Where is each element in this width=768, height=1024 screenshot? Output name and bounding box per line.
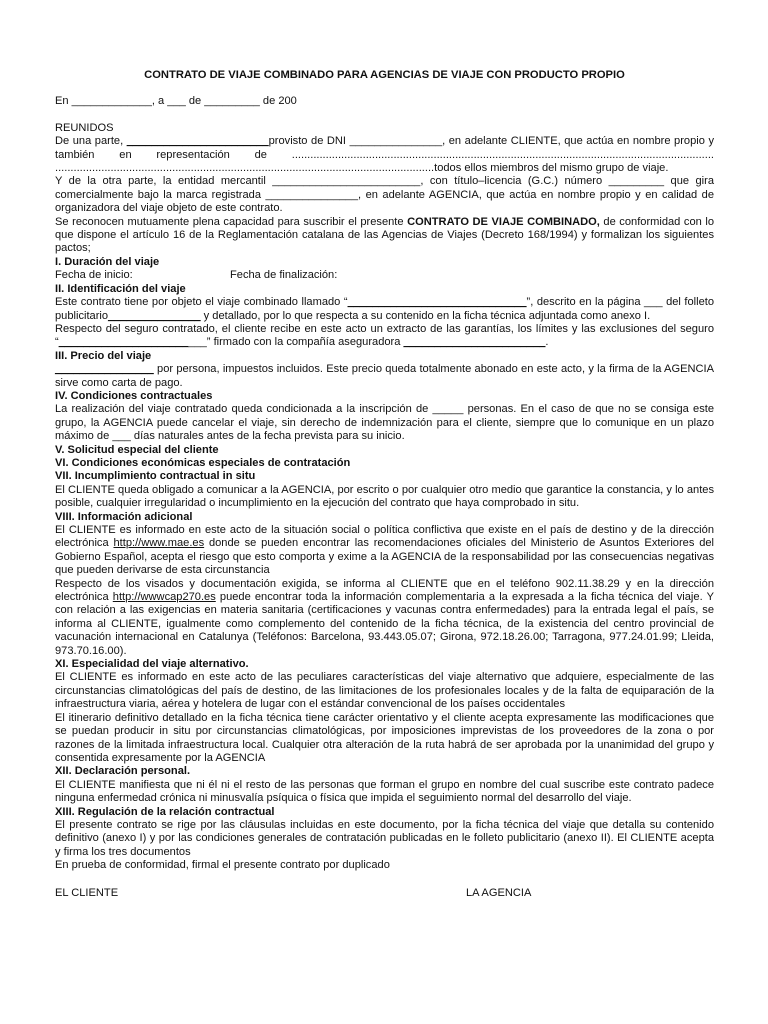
additional-info-paragraph-2 xyxy=(55,578,714,658)
conditions-paragraph: La realización del viaje contratado queda condicionada a la inscripción de _____ personas. En el caso de que no se consiga este grupo, la AGENCIA puede cancelar el viaje, sin derecho de indemnización para el cliente, siempre que lo comunique en un plazo máximo de ___ días naturales antes de la fecha prevista para su inicio. xyxy=(55,403,714,443)
section-heading-alternative-trip: XI. Especialidad del viaje alternativo. xyxy=(55,658,249,671)
alternative-trip-paragraph-2: El itinerario definitivo detallado en la ficha técnica tiene carácter orientativo y el cliente acepta expresamente las modificaciones que se puedan producir in situ por circunstancias climatológicas, por imposiciones imprevistas de los proveedores de la zona o por razones de la limitada infraestructura local. Cualquier otra alteración de la ruta habrá de ser aprobada por la unanimidad del grupo y consentida expresamente por la AGENCIA xyxy=(55,711,714,764)
section-heading-additional-info: VIII. Información adicional xyxy=(55,510,193,523)
personal-declaration-paragraph: El CLIENTE manifiesta que ni él ni el resto de las personas que forman el grupo en nombre del cual suscribe este contrato padece ninguna enfermedad crónica ni minusvalía psíquica o física que impida el seguimiento normal del desarrollo del viaje. xyxy=(55,778,714,805)
identification-text-3: y detallado, por lo que respecta a su contenido en la ficha técnica adjuntada como anexo I. xyxy=(200,309,651,322)
date-line: En _____________, a ___ de _________ de 200 xyxy=(55,95,297,108)
identification-text-2: ”, descrito en la página ___ del folleto publicitario xyxy=(55,296,714,322)
conformity-line: En prueba de conformidad, firmal el presente contrato por duplicado xyxy=(55,859,390,872)
price-blank: ________________ xyxy=(55,363,154,376)
price-text: por persona, impuestos incluidos. Este precio queda totalmente abonado en este acto, y la firma de la AGENCIA sirve como carta de pago. xyxy=(55,363,714,389)
alternative-trip-paragraph-1: El CLIENTE es informado en este acto de las peculiares características del viaje alternativo que adquiere, especialmente de las circunstancias climatológicas del país de destino, de las limitaciones de los profesionales locales y de la falta de equiparación de la infraestructura viaria, aérea y hotelera de lugar con el estándar convencional de los países occidentales xyxy=(55,671,714,711)
insurance-text-2: ___” firmado con la compañía aseguradora xyxy=(188,336,404,349)
trip-name-blank: _____________________________ xyxy=(347,296,527,309)
first-party-text: De una parte, xyxy=(55,135,127,148)
first-party-paragraph xyxy=(55,135,714,175)
end-date-label: Fecha de finalización: xyxy=(230,269,338,282)
section-heading-economic-conditions: VI. Condiciones económicas especiales de contratación xyxy=(55,456,351,469)
section-heading-breach: VII. Incumplimiento contractual in situ xyxy=(55,470,256,483)
section-heading-price: III. Precio del viaje xyxy=(55,349,152,362)
first-party-text-rest: provisto de DNI _______________, en adelante CLIENTE, que actúa en nombre propio y también en representación de ......................................................................................................................................... ...........................................................................................................................todos ellos miembros del mismo grupo de viaje. xyxy=(55,135,714,175)
price-paragraph xyxy=(55,363,714,390)
section-heading-duration: I. Duración del viaje xyxy=(55,255,160,268)
start-date-label: Fecha de inicio: xyxy=(55,269,133,282)
reunidos-label: REUNIDOS xyxy=(55,121,114,134)
capacity-text-rest: de conformidad con lo que dispone el artículo 16 de la Reglamentación catalana de las Agencias de Viajes (Decreto 168/1994) y formalizan los siguientes pactos; xyxy=(55,215,714,255)
section-heading-conditions: IV. Condiciones contractuales xyxy=(55,389,213,402)
brochure-blank: _______________ xyxy=(108,309,201,322)
capacity-text: Se reconocen mutuamente plena capacidad para suscribir el presente xyxy=(55,215,408,228)
signature-row xyxy=(55,887,714,900)
contract-document xyxy=(55,69,714,900)
insurance-text: Respecto del seguro contratado, el cliente recibe en este acto un extracto de las garantías, los límites y las exclusiones del seguro “ xyxy=(55,322,714,349)
insurer-blank: _______________________ xyxy=(403,336,546,349)
insurance-text-end: . xyxy=(545,336,549,349)
second-party-paragraph: Y de la otra parte, la entidad mercantil ________________________, con título–licencia (G.C.) número _________ que gira comercialmente bajo la marca registrada _______________, en adelante AGENCIA, que actúa en nombre propio y en calidad de organizadora del viaje objeto de este contrato. xyxy=(55,175,714,215)
agency-signature-label: LA AGENCIA xyxy=(466,886,532,899)
mae-link[interactable]: http://www.mae.es xyxy=(113,537,205,550)
duration-dates-row xyxy=(55,269,714,282)
section-heading-identification: II. Identificación del viaje xyxy=(55,282,186,295)
insurance-paragraph xyxy=(55,323,714,350)
breach-paragraph: El CLIENTE queda obligado a comunicar a la AGENCIA, por escrito o por cualquier otro medio que garantice la constancia, y lo antes posible, cualquier irregularidad o incumplimiento en la ejecución del contrato que haya comprobado in situ. xyxy=(55,483,714,510)
section-heading-personal-declaration: XII. Declaración personal. xyxy=(55,765,191,778)
section-heading-regulation: XIII. Regulación de la relación contractual xyxy=(55,805,275,818)
regulation-paragraph: El presente contrato se rige por las cláusulas incluidas en este documento, por la ficha técnica del viaje que detalla su contenido definitivo (anexo I) y por las condiciones generales de contratación publicadas en le folleto publicitario (anexo II). El CLIENTE acepta y firma los tres documentos xyxy=(55,818,714,858)
identification-text: Este contrato tiene por objeto el viaje combinado llamado “ xyxy=(55,296,348,309)
client-signature-label: EL CLIENTE xyxy=(55,886,119,899)
identification-paragraph xyxy=(55,296,714,323)
additional-info-text-2: donde se pueden encontrar las recomendaciones oficiales del Ministerio de Asuntos Exteriores del Gobierno Español, acepta el riesgo que esto comporta y exime a la AGENCIA de la responsabilidad por las consecuencias negativas que pueden derivarse de esta circunstancia xyxy=(55,537,714,577)
cap270-link[interactable]: http://wwwcap270.es xyxy=(112,591,216,604)
contract-name-bold: CONTRATO DE VIAJE COMBINADO, xyxy=(407,215,600,228)
document-title: CONTRATO DE VIAJE COMBINADO PARA AGENCIAS DE VIAJE CON PRODUCTO PROPIO xyxy=(144,69,625,81)
visa-text-2: puede encontrar toda la información complementaria a la expresada a la ficha técnica del viaje. Y con relación a las exigencias en materia sanitaria (certificaciones y vacunas contra enfermedades) para la entrada legal el país, se informa al CLIENTE, igualmente como complemento del contenido de la ficha técnica, de la existencia del centro provincial de vacunación internacional en Catalunya (Teléfonos: Barcelona, 93.443.05.07; Girona, 972.18.26.00; Tarragona, 977.24.01.99; Lleida, 973.70.16.00). xyxy=(55,591,714,657)
insurance-name-blank: _____________________ xyxy=(58,336,189,349)
additional-info-paragraph-1 xyxy=(55,524,714,578)
section-heading-special-request: V. Solicitud especial del cliente xyxy=(55,443,219,456)
additional-info-text: El CLIENTE es informado en este acto de la situación social o política conflictiva que existe en el país de destino y de la dirección electrónica xyxy=(55,524,714,550)
first-party-name-blank: _______________________ xyxy=(126,135,269,148)
visa-text: Respecto de los visados y documentación exigida, se informa al CLIENTE que en el teléfono 902.11.38.29 y en la dirección electrónica xyxy=(55,577,714,604)
capacity-paragraph xyxy=(55,216,714,256)
